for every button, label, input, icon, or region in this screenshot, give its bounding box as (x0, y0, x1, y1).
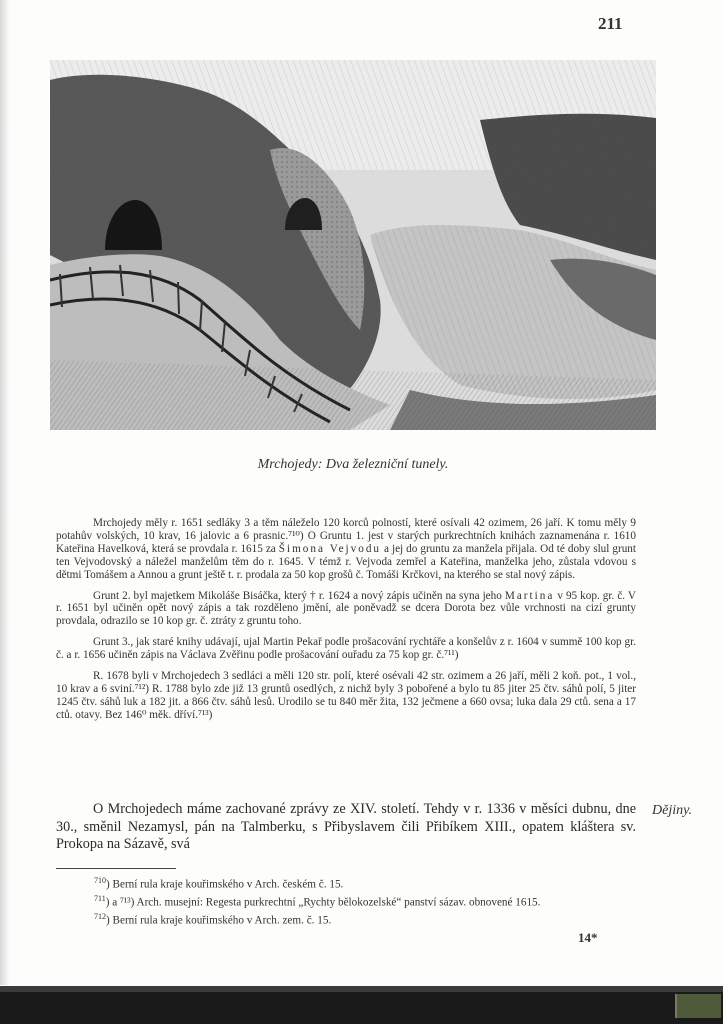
footnote-number: 710 (94, 876, 106, 885)
footnote-number: 711 (94, 894, 106, 904)
spaced-name: Šimona Vejvodu (278, 542, 382, 555)
history-section (56, 801, 636, 854)
scanner-edge (0, 986, 723, 1024)
scanner-band (0, 986, 723, 992)
text-run: Grunt 2. byl majetkem Mikoláše Bisáčka, který † r. 1624 a nový zápis učiněn na syna jeho (93, 589, 505, 602)
footnote-number: 712 (94, 912, 106, 922)
text-run: Grunt 3., jak staré knihy udávají, ujal Martin Pekař podle prošacování rychtáře a konšelův z r. 1604 v summě 100 kop gr. č. a r. 1656 učiněn zápis na Václava Zvěřinu podle prošacování ouřadu za 75 kop gr. č.⁷¹¹) (56, 636, 636, 662)
footnote-712 (56, 910, 636, 928)
footnote-divider (56, 868, 176, 869)
printer-signature-mark: 14* (578, 930, 598, 945)
spaced-name: Martina (504, 589, 555, 602)
footnote-text: ) Berní rula kraje kouřimského v Arch. českém č. 15. (106, 878, 344, 891)
text-run: v 95 kop. gr. č. V r. 1651 byl učiněn opět nový zápis a tak rozděleno jmění, ale poněvadž se dcera Dorota bez vůle vrchnosti na cizí grunty provdala, odrazilo se 10 kop gr. č. ztráty z gruntu toho. (56, 589, 636, 628)
history-paragraph: O Mrchojedech máme zachované zprávy ze XIV. století. Tehdy v r. 1336 v měsíci dubnu, dne 30., směnil Nezamysl, pán na Talmberku, s Přibyslavem čili Přibíkem XIII., opatem kláštera sv. Prokopa na Sázavě, svá (56, 801, 636, 852)
book-gutter-shadow (0, 0, 10, 985)
body-text (56, 517, 636, 730)
scanner-thumbnail (675, 994, 721, 1018)
footnotes (56, 874, 636, 928)
text-run: Mrchojedy měly r. 1651 sedláky 3 a těm náleželo 120 korců polností, které osívali 42 ozimem, 26 jaří. K tomu měly 9 potahův volských, 10 krav, 16 jalovic a 6 prasnic.⁷¹⁰) O Gruntu 1. jest v starých purkrechtních knihách zaznamenána r. 1610 Kateřina Havelková, která se provdala r. 1615 za (56, 517, 636, 555)
paragraph-grunt-3 (56, 636, 636, 662)
paragraph-year-1678 (56, 670, 636, 722)
page-number: 211 (598, 14, 623, 33)
illustration-caption: Mrchojedy: Dva železniční tunely. (257, 457, 449, 472)
footnote-text: ) Berní rula kraje kouřimského v Arch. zem. č. 15. (106, 915, 332, 928)
footnote-text: ) a ⁷¹³) Arch. musejní: Regesta purkrechtní „Rychty bělokozelské“ panství sázav. obnovené 1615. (105, 896, 541, 909)
railway-tunnels-illustration (50, 60, 656, 430)
footnote-711 (56, 892, 636, 910)
text-run: R. 1678 byli v Mrchojedech 3 sedláci a měli 120 str. polí, které osévali 42 str. ozimem a 26 jaří, měli 2 koň. pot., 1 vol., 10 krav a 6 sviní.⁷¹²) R. 1788 bylo zde již 13 gruntů osedlých, z nichž byly 3 pobořené a bylo tu 85 jiter 25 čtv. sáhů polí, 5 jiter 1245 čtv. sáhů luk a 182 jit. a 866 čtv. sáhů lesů. Urodilo se tu 840 měr žita, 132 ječmene a 660 ovsa; luka dala 29 ctů. sena a 17 ctů. otavy. Bez 146⁰ měk. dříví.⁷¹³) (56, 670, 636, 721)
text-run: a jej do gruntu za manžela přijala. Od té doby slul grunt ten Vejvodovský a náležel manželům těm do r. 1645. V témž r. Vejvoda zemřel a Kateřina, manželka jeho, zůstala vdovou s dětmi Tomášem a Annou a grunt ještě t. r. prodala za 50 kop grošů č. Tomáši Krčkovi, na kterého se stal nový zápis. (56, 542, 636, 581)
margin-note: Dějiny. (652, 803, 693, 818)
footnote-710 (56, 874, 636, 892)
paragraph-grunt-1 (56, 517, 636, 582)
paragraph-grunt-2 (56, 590, 636, 629)
